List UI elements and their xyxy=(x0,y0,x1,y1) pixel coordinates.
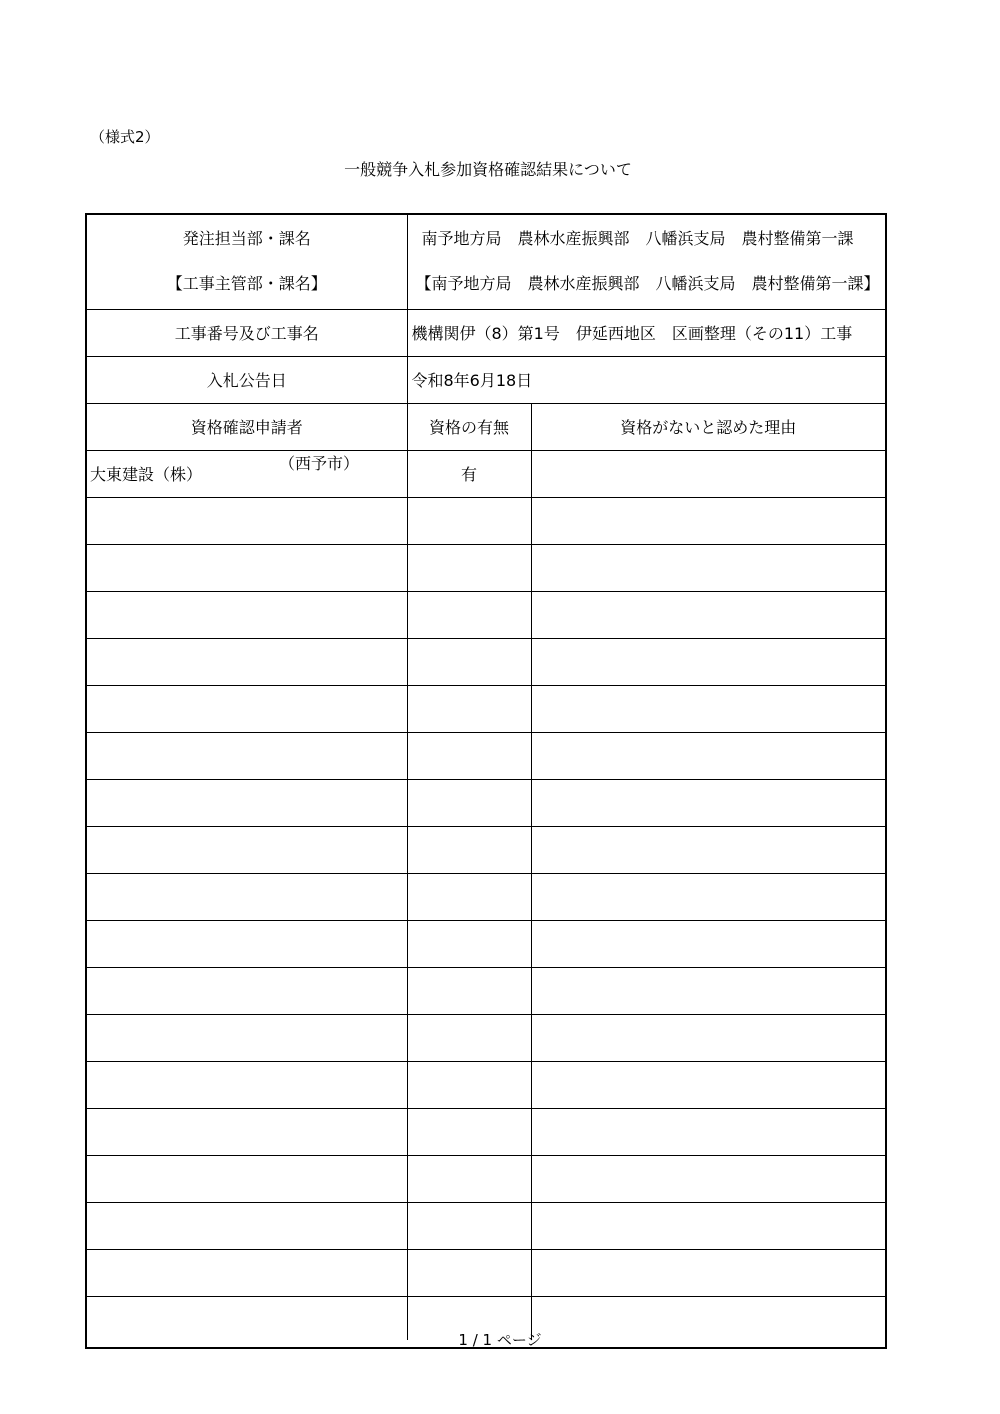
reason-cell xyxy=(531,873,885,920)
table-row xyxy=(87,685,885,732)
table-row xyxy=(87,450,885,497)
document-title: 一般競争入札参加資格確認結果について xyxy=(344,160,632,179)
applicant-cell xyxy=(87,1108,407,1155)
applicant-cell xyxy=(87,638,407,685)
construction-dept-label: 【工事主管部・課名】 xyxy=(166,274,327,293)
qualification-cell xyxy=(407,638,531,685)
page-number: 1 / 1 ページ xyxy=(458,1331,542,1349)
reason-cell xyxy=(531,497,885,544)
table-row xyxy=(87,638,885,685)
table-row xyxy=(87,1014,885,1061)
applicant-cell xyxy=(87,732,407,779)
qualification-cell xyxy=(407,1155,531,1202)
applicant-cell xyxy=(87,450,407,497)
qualification-cell: 有 xyxy=(407,450,531,497)
qualification-cell xyxy=(407,1014,531,1061)
header-qualification: 資格の有無 xyxy=(407,403,531,450)
applicant-city: （西予市） xyxy=(279,453,360,473)
qualification-cell xyxy=(407,873,531,920)
header-reason: 資格がないと認めた理由 xyxy=(531,403,885,450)
table-row xyxy=(87,497,885,544)
reason-cell xyxy=(531,1108,885,1155)
applicant-cell xyxy=(87,591,407,638)
department-value-cell xyxy=(407,215,885,309)
reason-cell xyxy=(531,1155,885,1202)
applicant-cell xyxy=(87,544,407,591)
date-row xyxy=(87,356,885,403)
qualification-cell xyxy=(407,826,531,873)
reason-cell xyxy=(531,638,885,685)
department-label: 発注担当部・課名 xyxy=(182,229,311,248)
applicant-cell xyxy=(87,1061,407,1108)
table-row xyxy=(87,732,885,779)
department-label-cell xyxy=(87,215,407,309)
applicant-cell xyxy=(87,1202,407,1249)
table-row xyxy=(87,1108,885,1155)
reason-cell xyxy=(531,544,885,591)
form-number: （様式2） xyxy=(90,128,160,146)
reason-cell xyxy=(531,779,885,826)
result-table xyxy=(87,215,885,1340)
qualification-cell xyxy=(407,1061,531,1108)
reason-cell xyxy=(531,1014,885,1061)
reason-cell xyxy=(531,1061,885,1108)
qualification-cell xyxy=(407,967,531,1014)
table-row xyxy=(87,1155,885,1202)
applicant-cell xyxy=(87,779,407,826)
table-row xyxy=(87,1061,885,1108)
qualification-cell xyxy=(407,591,531,638)
department-value: 南予地方局 農林水産振興部 八幡浜支局 農村整備第一課 xyxy=(421,229,854,248)
qualification-cell xyxy=(407,497,531,544)
result-table-frame xyxy=(85,213,887,1349)
header-applicant: 資格確認申請者 xyxy=(87,403,407,450)
qualification-cell xyxy=(407,544,531,591)
reason-cell xyxy=(531,591,885,638)
date-label: 入札公告日 xyxy=(87,356,407,403)
applicant-cell xyxy=(87,873,407,920)
table-row xyxy=(87,1202,885,1249)
table-row xyxy=(87,544,885,591)
reason-cell xyxy=(531,1202,885,1249)
qualification-cell xyxy=(407,779,531,826)
table-row xyxy=(87,1249,885,1296)
reason-cell xyxy=(531,967,885,1014)
table-row xyxy=(87,591,885,638)
date-value: 令和8年6月18日 xyxy=(407,356,885,403)
qualification-cell xyxy=(407,732,531,779)
table-header-row xyxy=(87,403,885,450)
applicant-cell xyxy=(87,967,407,1014)
applicant-cell xyxy=(87,1014,407,1061)
applicant-cell xyxy=(87,497,407,544)
department-row xyxy=(87,215,885,309)
applicant-cell xyxy=(87,1155,407,1202)
construction-dept-value: 【南予地方局 農林水産振興部 八幡浜支局 農村整備第一課】 xyxy=(415,274,880,293)
project-row xyxy=(87,309,885,356)
qualification-cell xyxy=(407,1249,531,1296)
applicant-name: 大東建設（株） xyxy=(90,465,203,484)
applicant-cell xyxy=(87,685,407,732)
table-row xyxy=(87,967,885,1014)
table-row xyxy=(87,826,885,873)
reason-cell xyxy=(531,920,885,967)
reason-cell xyxy=(531,826,885,873)
reason-cell xyxy=(531,732,885,779)
applicant-cell xyxy=(87,826,407,873)
reason-cell xyxy=(531,450,885,497)
qualification-cell xyxy=(407,1108,531,1155)
applicant-cell xyxy=(87,920,407,967)
table-row xyxy=(87,873,885,920)
qualification-cell xyxy=(407,1202,531,1249)
qualification-cell xyxy=(407,685,531,732)
table-row xyxy=(87,779,885,826)
applicant-cell xyxy=(87,1249,407,1296)
qualification-cell xyxy=(407,920,531,967)
project-value: 機構関伊（8）第1号 伊延西地区 区画整理（その11）工事 xyxy=(407,309,885,356)
table-row xyxy=(87,920,885,967)
reason-cell xyxy=(531,685,885,732)
reason-cell xyxy=(531,1249,885,1296)
project-label: 工事番号及び工事名 xyxy=(87,309,407,356)
